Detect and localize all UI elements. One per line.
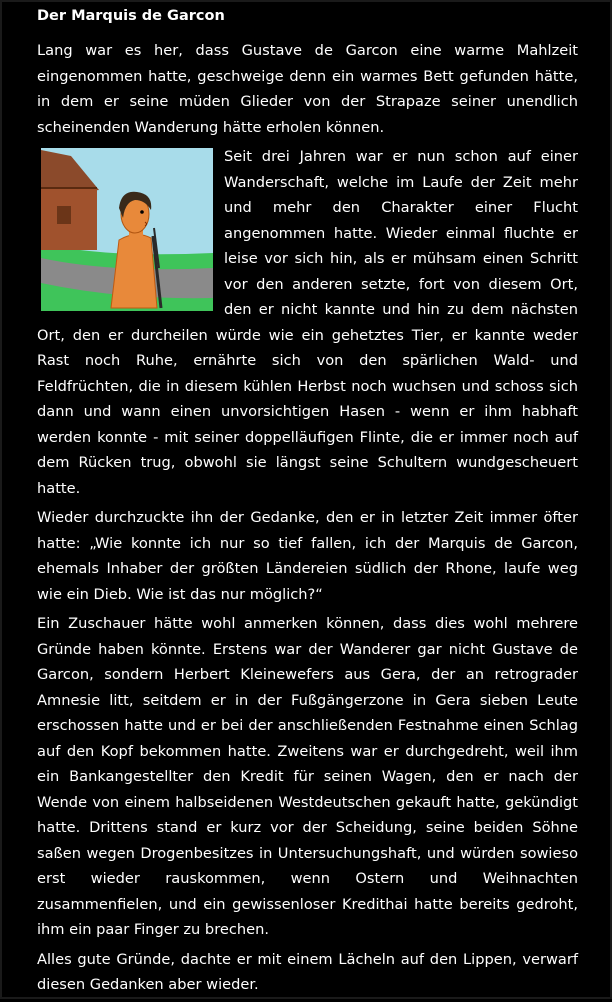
paragraph-2: Seit drei Jahren war er nun schon auf einer Wanderschaft, welche im Laufe der Zeit mehr und mehr den Charakter einer Flucht angenommen hatte. Wieder einmal fluchte er leise vor sich hin, als er mühsam einen Schritt vor den anderen setzte, fort von diesem Ort, den er nicht kannte und hin zu dem nächsten Ort, den er durcheilen würde wie ein gehetztes Tier, er kannte weder Rast noch Ruhe, ernährte sich von den spärlichen Wald- und Feldfrüchten, die in diesem kühlen Herbst noch wuchsen und schoss sich dann und wann einen unvorsichtigen Hasen - wenn er ihm habhaft werden konnte - mit seiner doppelläufigen Flinte, die er immer noch auf dem Rücken trug, obwohl sie längst seine Schultern wundgescheuert hatte.: [37, 148, 578, 497]
paragraph-1: Lang war es her, dass Gustave de Garcon eine warme Mahlzeit eingenommen hatte, geschweige denn ein warmes Bett gefunden hätte, in dem er seine müden Glieder von der Strapaze seiner unendlich scheinenden Wanderung hätte erholen können.: [37, 42, 578, 136]
paragraph-3: Wieder durchzuckte ihn der Gedanke, den er in letzter Zeit immer öfter hatte: „Wie konnte ich nur so tief fallen, ich der Marquis de Garcon, ehemals Inhaber der größten Ländereien südlich der Rhone, laufe weg wie ein Dieb. Wie ist das nur möglich?“: [37, 509, 578, 603]
paragraph-5: Alles gute Gründe, dachte er mit einem Lächeln auf den Lippen, verwarf diesen Gedanken aber wieder.: [37, 950, 578, 993]
story-title: Der Marquis de Garcon: [37, 8, 225, 24]
paragraph-4: Ein Zuschauer hätte wohl anmerken können, dass dies wohl mehrere Gründe haben könnte. Erstens war der Wanderer gar nicht Gustave de Garcon, sondern Herbert Kleinewefers aus Gera, der an retrograder Amnesie litt, seitdem er in der Fußgängerzone in Gera sieben Leute erschossen hatte und er bei der anschließenden Festnahme einen Schlag auf den Kopf bekommen hatte. Zweitens war er durchgedreht, weil ihm ein Bankangestellter den Kredit für seinen Wagen, den er nach der Wende von einem halbseidenen Westdeutschen gekauft hatte, gekündigt hatte. Drittens stand er kurz vor der Scheidung, seine beiden Söhne saßen wegen Drogenbesitzes in Untersuchungshaft, und würden sowieso erst wieder rauskommen, wenn Ostern und Weihnachten zusammenfielen, und ein gewissenloser Kredithai hatte bereits gedroht, ihm ein paar Finger zu brechen.: [37, 615, 578, 938]
story-body: [37, 38, 578, 1002]
wanderer-illustration: [41, 148, 213, 311]
